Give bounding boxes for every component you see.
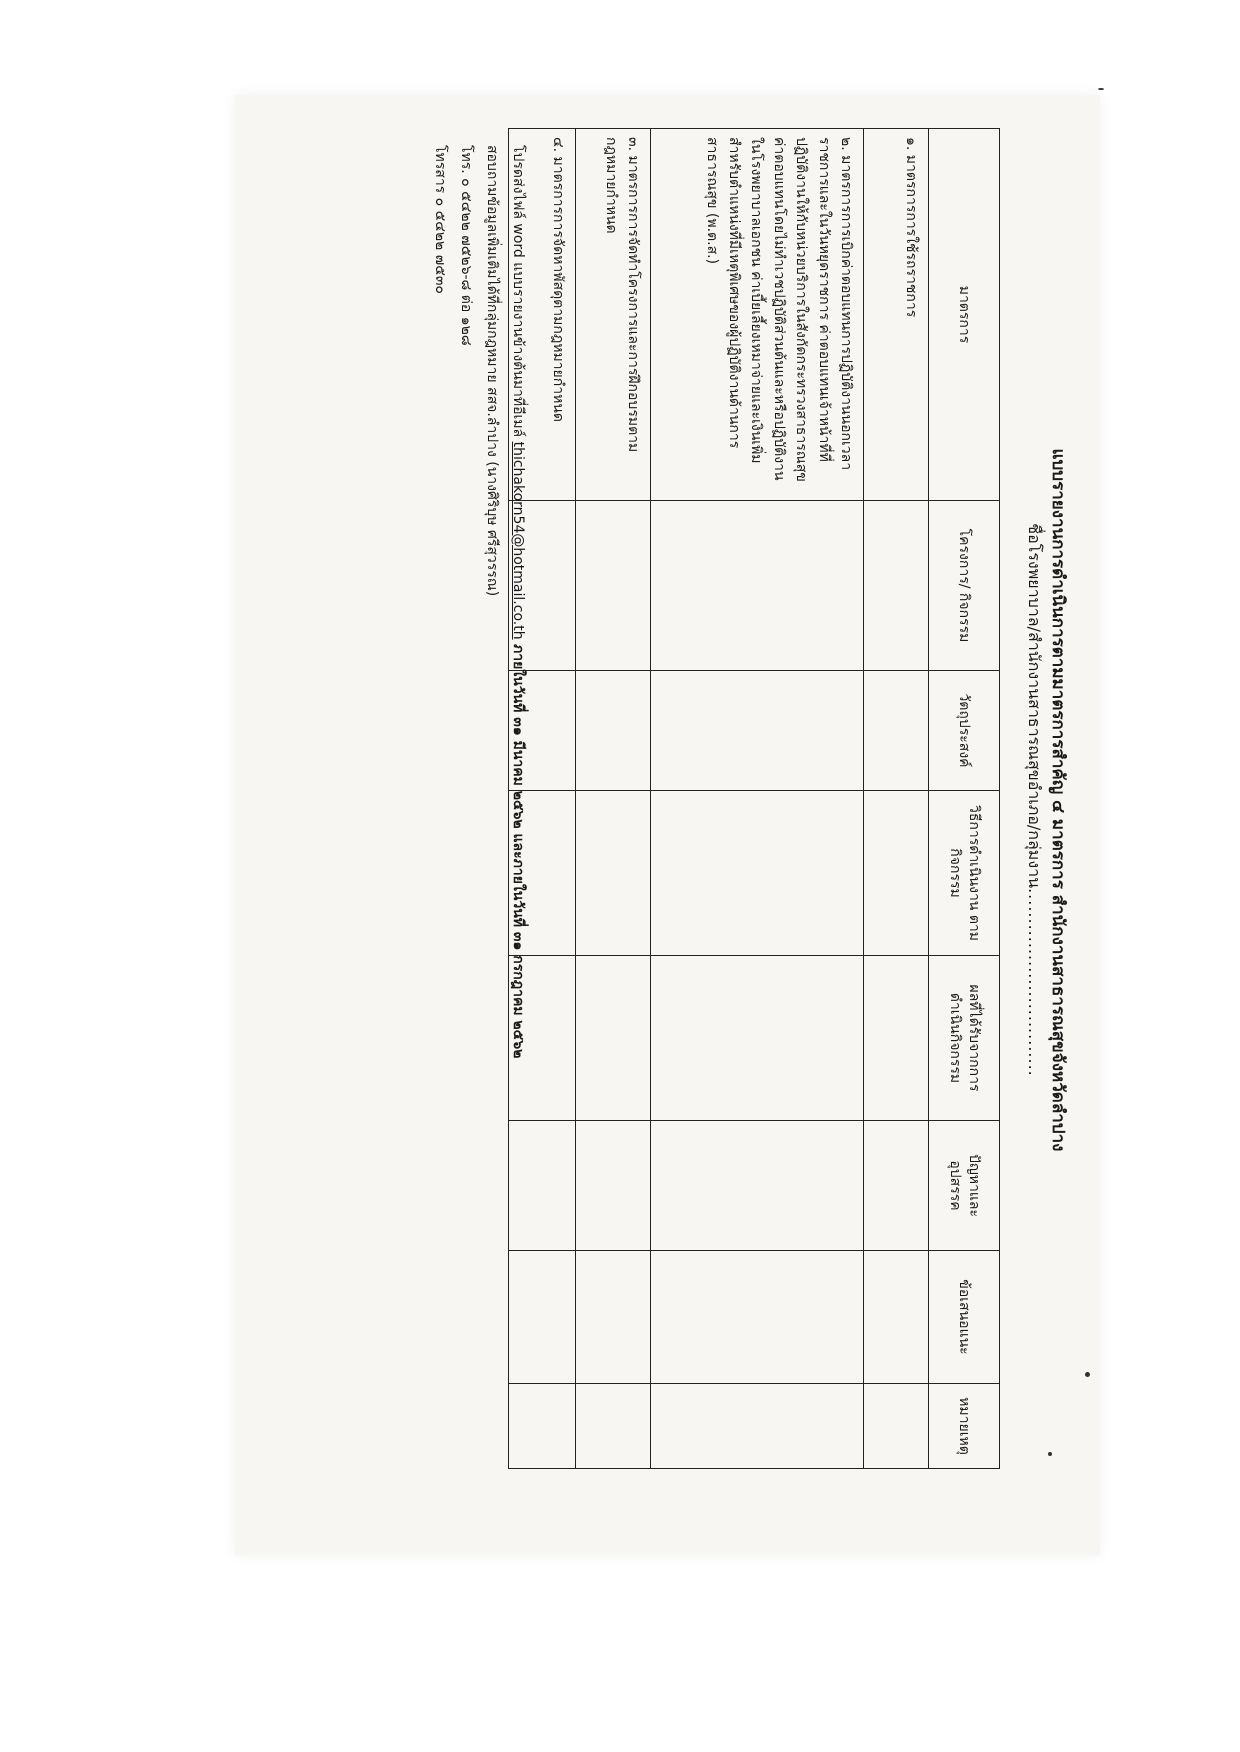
empty-cell[interactable] xyxy=(864,1251,929,1384)
header-problem: ปัญหาและ อุปสรรค xyxy=(929,1121,1000,1251)
empty-cell[interactable] xyxy=(576,791,651,956)
empty-cell[interactable] xyxy=(864,791,929,956)
measure-cell: ๒. มาตรการการเบิกค่าตอบแทนการปฏิบัติงานนอกเวลาราชการและในวันหยุดราชการ ค่าตอบแทนเจ้าหน้าที่ที่ปฏิบัติงานให้กับหน่วยบริการในสังกัดกระทรวงสาธารณสุข ค่าตอบแทนโดยไม่ทำเวชปฏิบัติส่วนต้นและหรือปฏิบัติงานในโรงพยาบาลเอกชน ค่าเบี้ยเลี้ยงเหมาจ่ายและเงินเพิ่มสำหรับตำแหน่งที่มีเหตุพิเศษของผู้ปฏิบัติงานด้านการสาธารณสุข (พ.ต.ส.) xyxy=(651,129,864,501)
header-result: ผลที่ได้รับจากการ ดำเนินกิจกรรม xyxy=(929,956,1000,1121)
email-link[interactable]: thichakorn54@hotmail.co.th xyxy=(510,441,526,640)
empty-cell[interactable] xyxy=(651,1251,864,1384)
measure-cell: ๔. มาตรการการจัดหาพัสดุตามกฎหมายกำหนด xyxy=(509,129,576,501)
submit-deadline: ภายในวันที่ ๓๑ มีนาคม ๒๕๖๒ และภายในวันที่ ๓๑ กรกฎาคม ๒๕๖๒ xyxy=(510,644,526,1059)
empty-cell[interactable] xyxy=(864,1121,929,1251)
subtitle-label: ชื่อโรงพยาบาล/สำนักงานสาธารณสุขอำเภอ/กลุ่มงาน xyxy=(1025,523,1044,889)
form-title: แบบรายงานการดำเนินการตามมาตรการสำคัญ ๔ มาตรการ สำนักงานสาธารณสุขจังหวัดลำปาง xyxy=(1048,448,1068,1152)
subtitle-dots: ............................... xyxy=(1025,888,1044,1077)
empty-cell[interactable] xyxy=(864,956,929,1121)
empty-cell[interactable] xyxy=(651,1384,864,1469)
empty-cell[interactable] xyxy=(576,956,651,1121)
form-subtitle xyxy=(1021,110,1046,1490)
rotated-form xyxy=(260,110,1090,1490)
empty-cell[interactable] xyxy=(651,791,864,956)
table-header-row xyxy=(929,129,1000,1469)
empty-cell[interactable] xyxy=(864,671,929,791)
empty-cell[interactable] xyxy=(651,956,864,1121)
empty-cell[interactable] xyxy=(576,1251,651,1384)
measure-cell: ๑. มาตรการการใช้รถราชการ xyxy=(864,129,929,501)
table-row xyxy=(864,129,929,1469)
empty-cell[interactable] xyxy=(576,1384,651,1469)
footer-line-submit xyxy=(504,145,530,1465)
header-measure: มาตรการ xyxy=(929,129,1000,501)
header-project: โครงการ/ กิจกรรม xyxy=(929,501,1000,671)
submit-instruction: โปรดส่งไฟล์ word แบบรายงานข้างต้นมาที่อีเมล์ xyxy=(510,145,526,438)
header-method: วิธีการดำเนินงาน ตามกิจกรรม xyxy=(929,791,1000,956)
footer-line-contact: สอบถามข้อมูลเพิ่มเติมได้ที่กลุ่มกฎหมาย สสจ.ลำปาง (นางศิริบุษ ศรีสุวรรณ) xyxy=(484,145,501,597)
empty-cell[interactable] xyxy=(651,1121,864,1251)
header-suggestion: ข้อเสนอแนะ xyxy=(929,1251,1000,1384)
header-objective: วัตถุประสงค์ xyxy=(929,671,1000,791)
report-table xyxy=(508,128,1000,1469)
empty-cell[interactable] xyxy=(651,501,864,671)
footer-line-fax: โทรสาร ๐ ๕๔๒๒ ๗๕๓๐ xyxy=(432,145,449,294)
table-row xyxy=(651,129,864,1469)
footer-notes xyxy=(426,145,530,1465)
empty-cell[interactable] xyxy=(651,671,864,791)
measure-cell: ๓. มาตรการการจัดทำโครงการและการฝึกอบรมตามกฎหมายกำหนด xyxy=(576,129,651,501)
empty-cell[interactable] xyxy=(576,501,651,671)
empty-cell[interactable] xyxy=(576,1121,651,1251)
empty-cell[interactable] xyxy=(864,501,929,671)
footer-line-phone: โทร. ๐ ๕๔๒๒ ๗๕๒๖-๘ ต่อ ๑๒๘ xyxy=(458,145,475,346)
scan-speck xyxy=(1098,88,1104,90)
empty-cell[interactable] xyxy=(576,671,651,791)
empty-cell[interactable] xyxy=(864,1384,929,1469)
header-remark: หมายเหตุ xyxy=(929,1384,1000,1469)
table-row xyxy=(576,129,651,1469)
